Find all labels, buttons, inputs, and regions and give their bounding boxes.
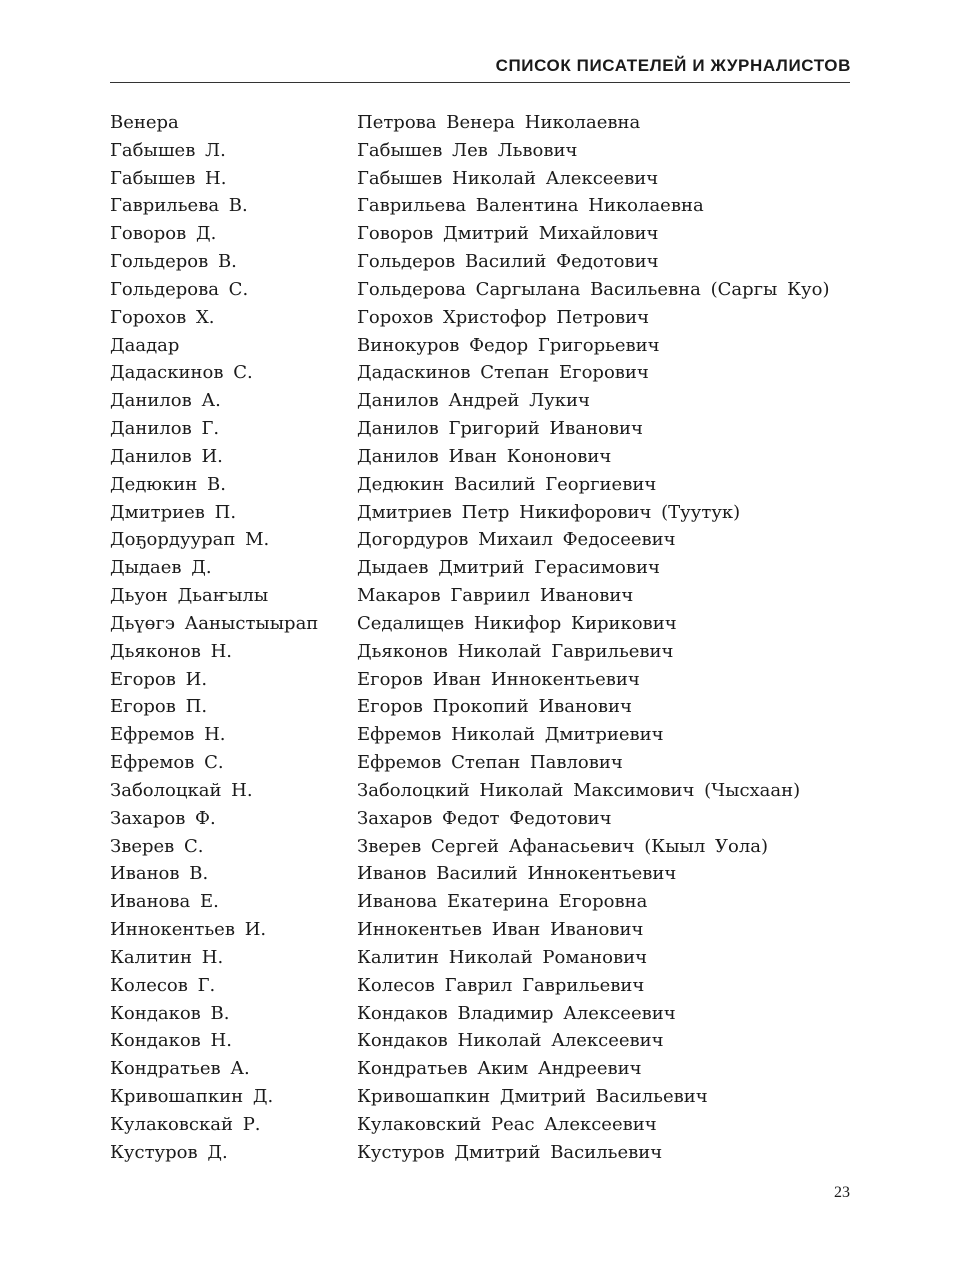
entry-full-name: Данилов Григорий Иванович	[357, 418, 643, 440]
entry-alias: Иванова Е.	[110, 891, 219, 913]
entry-full-name: Кондаков Владимир Алексеевич	[357, 1002, 676, 1024]
entry-full-name: Догордуров Михаил Федосеевич	[357, 529, 676, 551]
entry-full-name: Захаров Федот Федотович	[357, 807, 612, 829]
list-item	[110, 109, 850, 137]
list-item	[110, 387, 850, 415]
entry-alias: Дыдаев Д.	[110, 557, 212, 579]
list-item	[110, 1111, 850, 1139]
entry-full-name: Дедюкин Василий Георгиевич	[357, 473, 657, 495]
list-item	[110, 860, 850, 888]
list-item	[110, 582, 850, 610]
list-item	[110, 805, 850, 833]
entry-full-name: Кондаков Николай Алексеевич	[357, 1030, 664, 1052]
entry-alias: Говоров Д.	[110, 223, 217, 245]
list-item	[110, 666, 850, 694]
list-item	[110, 248, 850, 276]
entry-full-name: Гольдеров Василий Федотович	[357, 251, 659, 273]
entry-alias: Кустуров Д.	[110, 1141, 228, 1163]
entry-alias: Дьуон Дьаҥылы	[110, 585, 269, 607]
entry-alias: Кондаков Н.	[110, 1030, 232, 1052]
entry-full-name: Заболоцкий Николай Максимович (Чысхаан)	[357, 779, 801, 801]
entry-alias: Дьүөгэ Ааныстыырап	[110, 612, 319, 634]
list-item	[110, 499, 850, 527]
list-item	[110, 888, 850, 916]
list-item	[110, 471, 850, 499]
entry-full-name: Ефремов Николай Дмитриевич	[357, 724, 664, 746]
entry-full-name: Данилов Андрей Лукич	[357, 390, 590, 412]
entry-full-name: Зверев Сергей Афанасьевич (Кыыл Уола)	[357, 835, 769, 857]
entry-full-name: Дьяконов Николай Гаврильевич	[357, 640, 674, 662]
entry-alias: Иннокентьев И.	[110, 919, 267, 941]
list-item	[110, 833, 850, 861]
page-number: 23	[834, 1184, 850, 1201]
list-item	[110, 165, 850, 193]
entry-full-name: Кулаковский Реас Алексеевич	[357, 1113, 657, 1135]
entry-full-name: Иванова Екатерина Егоровна	[357, 891, 648, 913]
list-item	[110, 944, 850, 972]
entry-alias: Дьяконов Н.	[110, 640, 232, 662]
entry-full-name: Макаров Гавриил Иванович	[357, 585, 634, 607]
entry-full-name: Кустуров Дмитрий Васильевич	[357, 1141, 663, 1163]
list-item	[110, 777, 850, 805]
entry-full-name: Габышев Лев Львович	[357, 139, 578, 161]
entry-alias: Данилов Г.	[110, 418, 220, 440]
entry-alias: Ефремов Н.	[110, 724, 226, 746]
list-item	[110, 276, 850, 304]
list-item	[110, 332, 850, 360]
entry-full-name: Говоров Дмитрий Михайлович	[357, 223, 659, 245]
list-item	[110, 554, 850, 582]
entry-full-name: Кривошапкин Дмитрий Васильевич	[357, 1085, 708, 1107]
list-item	[110, 1083, 850, 1111]
entry-alias: Захаров Ф.	[110, 807, 216, 829]
entry-full-name: Дмитриев Петр Никифорович (Туутук)	[357, 501, 741, 523]
entry-alias: Кривошапкин Д.	[110, 1085, 274, 1107]
list-item	[110, 693, 850, 721]
entry-full-name: Ефремов Степан Павлович	[357, 752, 623, 774]
entry-full-name: Калитин Николай Романович	[357, 946, 647, 968]
entry-alias: Колесов Г.	[110, 974, 216, 996]
entry-full-name: Седалищев Никифор Кирикович	[357, 612, 677, 634]
entry-alias: Габышев Н.	[110, 167, 227, 189]
entry-alias: Даадар	[110, 334, 180, 356]
entry-alias: Кондаков В.	[110, 1002, 230, 1024]
header-rule	[110, 82, 850, 83]
list-item	[110, 1000, 850, 1028]
entry-alias: Гольдерова С.	[110, 278, 249, 300]
entry-alias: Зверев С.	[110, 835, 204, 857]
writers-list	[110, 109, 850, 1166]
entry-alias: Горохов Х.	[110, 306, 215, 328]
entry-alias: Данилов И.	[110, 445, 223, 467]
page-title: СПИСОК ПИСАТЕЛЕЙ И ЖУРНАЛИСТОВ	[495, 56, 851, 75]
entry-full-name: Дадаскинов Степан Егорович	[357, 362, 649, 384]
entry-alias: Гаврильева В.	[110, 195, 248, 217]
entry-full-name: Гольдерова Саргылана Васильевна (Саргы Куо)	[357, 278, 830, 300]
entry-alias: Доҕордуурап М.	[110, 529, 270, 551]
entry-alias: Заболоцкай Н.	[110, 779, 253, 801]
entry-full-name: Габышев Николай Алексеевич	[357, 167, 659, 189]
entry-full-name: Иванов Василий Иннокентьевич	[357, 863, 677, 885]
list-item	[110, 137, 850, 165]
entry-alias: Иванов В.	[110, 863, 209, 885]
entry-full-name: Егоров Прокопий Иванович	[357, 696, 632, 718]
entry-alias: Дмитриев П.	[110, 501, 237, 523]
list-item	[110, 972, 850, 1000]
entry-full-name: Гаврильева Валентина Николаевна	[357, 195, 704, 217]
entry-full-name: Колесов Гаврил Гаврильевич	[357, 974, 645, 996]
entry-alias: Егоров И.	[110, 668, 208, 690]
list-item	[110, 443, 850, 471]
list-item	[110, 359, 850, 387]
entry-alias: Кулаковскай Р.	[110, 1113, 261, 1135]
entry-full-name: Егоров Иван Иннокентьевич	[357, 668, 640, 690]
list-item	[110, 749, 850, 777]
list-item	[110, 610, 850, 638]
list-item	[110, 192, 850, 220]
entry-full-name: Данилов Иван Кононович	[357, 445, 612, 467]
entry-full-name: Горохов Христофор Петрович	[357, 306, 650, 328]
list-item	[110, 1027, 850, 1055]
entry-alias: Дедюкин В.	[110, 473, 226, 495]
list-item	[110, 526, 850, 554]
list-item	[110, 1055, 850, 1083]
list-item	[110, 220, 850, 248]
list-item	[110, 304, 850, 332]
list-item	[110, 638, 850, 666]
entry-alias: Калитин Н.	[110, 946, 224, 968]
entry-full-name: Винокуров Федор Григорьевич	[357, 334, 660, 356]
entry-alias: Гольдеров В.	[110, 251, 237, 273]
entry-full-name: Дыдаев Дмитрий Герасимович	[357, 557, 660, 579]
entry-full-name: Петрова Венера Николаевна	[357, 112, 641, 133]
entry-alias: Кондратьев А.	[110, 1058, 250, 1080]
entry-alias: Дадаскинов С.	[110, 362, 253, 384]
entry-alias: Габышев Л.	[110, 139, 226, 161]
entry-alias: Венера	[110, 112, 179, 133]
entry-alias: Егоров П.	[110, 696, 208, 718]
list-item	[110, 916, 850, 944]
entry-alias: Данилов А.	[110, 390, 221, 412]
entry-alias: Ефремов С.	[110, 752, 224, 774]
list-item	[110, 1139, 850, 1167]
entry-full-name: Иннокентьев Иван Иванович	[357, 919, 644, 941]
entry-full-name: Кондратьев Аким Андреевич	[357, 1058, 642, 1080]
list-item	[110, 415, 850, 443]
list-item	[110, 721, 850, 749]
